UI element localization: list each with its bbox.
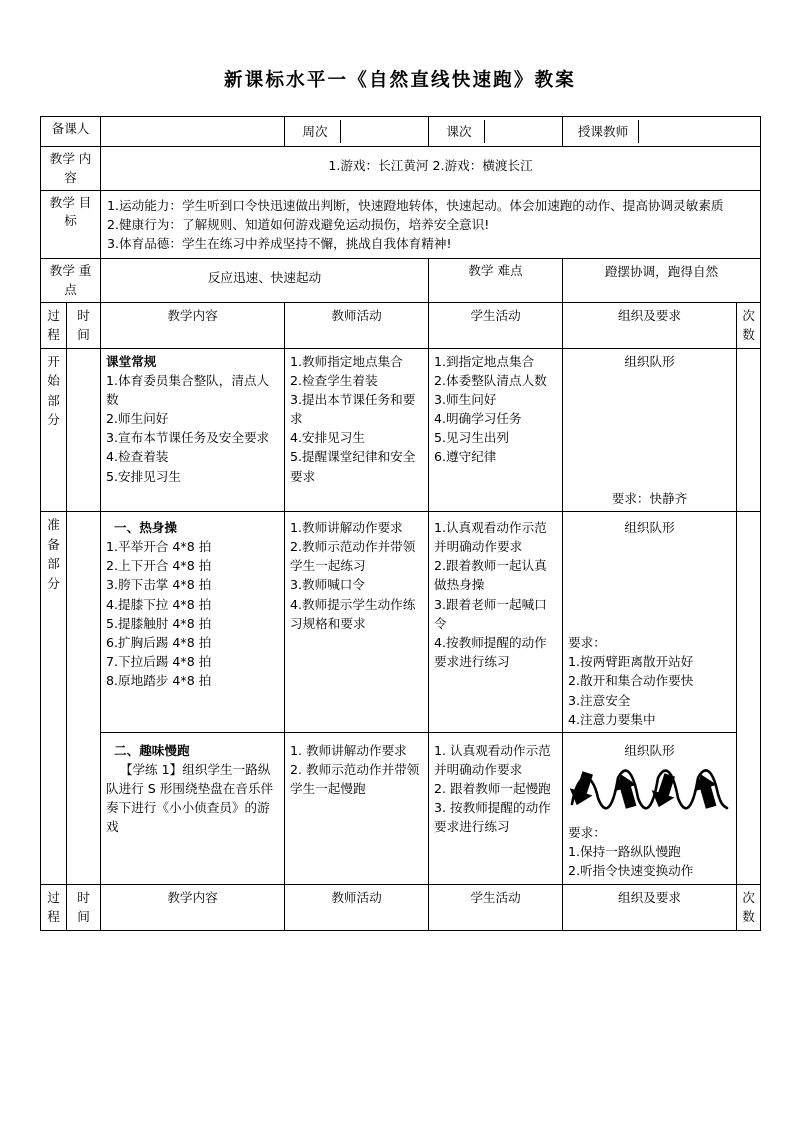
column-header-student-activity: 学生活动 [429,302,563,348]
requirement-label: 要求： [568,825,606,841]
section-student-activity-beginning [429,348,563,511]
requirement-item: 1.按两臂距离散开站好 [568,654,694,670]
column-header-time-line2: 间 [77,327,90,343]
organization-title: 组织队形 [624,742,675,758]
section-label-preparation [41,512,67,885]
label-key-point-line1: 教学 [49,263,75,279]
footer-column-header-process [41,884,67,930]
label-teaching-content-line2: 内容 [64,151,92,185]
content-item: 1.平举开合 4*8 拍 [106,539,212,555]
content-item: 5.提膝触肘 4*8 拍 [106,615,212,631]
section-label-char: 部 [47,556,60,572]
activity-item: 5.见习生出列 [434,430,509,446]
warmup-organization [563,512,737,733]
lesson-plan-table [40,116,761,930]
label-teacher-and-value [563,117,761,147]
content-item: 2.师生问好 [106,411,169,427]
label-objectives [41,190,101,258]
requirement-item: 4.注意力要集中 [568,711,656,727]
content-item: 1.体育委员集合整队，清点人数 [106,372,270,408]
activity-item: 2.体委整队清点人数 [434,372,547,388]
section-label-char: 开 [47,353,60,369]
footer-column-header-time [67,884,101,930]
label-difficulty [429,259,563,303]
footer-column-header-count [737,884,761,930]
content-item: 4.提膝下拉 4*8 拍 [106,596,212,612]
footer-column-header-count-line2: 数 [742,909,755,925]
organization-requirement: 要求：快静齐 [611,490,688,506]
content-item: 4.检查着装 [106,449,169,465]
jogging-organization [563,732,737,884]
footer-column-header-count-line1: 次 [742,889,755,905]
content-heading: 二、趣味慢跑 [114,742,190,758]
warmup-teacher-activity [285,512,429,733]
field-lesson-no[interactable] [485,120,558,143]
activity-item: 1.教师讲解动作要求 [290,520,403,536]
objective-item: 1.运动能力：学生听到口令快迅速做出判断，快速蹬地转体，快速起动。体会加速跑的动作、提高协调灵敏素质 [107,197,724,213]
column-header-count-line1: 次 [742,307,755,323]
organization-requirements [568,823,731,880]
column-header-process-line2: 程 [47,327,60,343]
table-footer-header-row [41,884,761,930]
section-row-beginning [41,348,761,511]
focus-difficulty-row [41,259,761,303]
section-time-beginning [67,348,101,511]
footer-column-header-organization: 组织及要求 [563,884,737,930]
content-item: 3.宣布本节课任务及安全要求 [106,430,270,446]
activity-item: 4.按教师提醒的动作要求进行练习 [434,634,547,670]
requirement-item: 3.注意安全 [568,692,631,708]
jogging-student-activity [429,732,563,884]
activity-item: 3.提出本节课任务和要求 [290,392,416,427]
section-teaching-content-beginning [101,348,285,511]
column-header-count [737,302,761,348]
section-teacher-activity-beginning [285,348,429,511]
footer-column-header-time-line2: 间 [77,909,90,925]
section-count-beginning [737,348,761,511]
content-item: 6.扩胸后踢 4*8 拍 [106,634,212,650]
warmup-teaching-content [101,512,285,733]
field-preparer[interactable] [101,117,285,147]
jogging-teacher-activity [285,732,429,884]
activity-item: 3.教师喊口令 [290,577,365,593]
column-header-process [41,302,67,348]
content-item: 5.安排见习生 [106,468,181,484]
section-row-preparation-jogging [41,732,761,884]
section-label-char: 分 [47,575,60,591]
label-difficulty-line2: 难点 [497,263,523,279]
objectives-row [41,190,761,258]
section-label-char: 准 [47,517,60,533]
activity-item: 1.到指定地点集合 [434,353,535,369]
info-row [41,117,761,147]
teaching-content-row [41,147,761,191]
table-header-row [41,302,761,348]
page-title: 新课标水平一《自然直线快速跑》教案 [224,70,576,91]
label-week-and-value [285,117,429,147]
column-header-teaching-content: 教学内容 [101,302,285,348]
activity-item: 6.遵守纪律 [434,449,497,465]
content-item: 8.原地踏步 4*8 拍 [106,673,212,689]
activity-item: 2.教师示范动作并带领学生一起练习 [290,539,416,574]
field-week[interactable] [341,120,424,143]
label-difficulty-line1: 教学 [468,263,494,279]
activity-item: 1.认真观看动作示范并明确动作要求 [434,520,547,555]
activity-item: 1. 认真观看动作示范并明确动作要求 [434,742,551,778]
footer-column-header-process-line2: 程 [47,909,60,925]
column-header-time-line1: 时 [77,307,90,323]
organization-title: 组织队形 [624,353,675,369]
value-teaching-content: 1.游戏：长江黄河 2.游戏：横渡长江 [101,147,761,191]
activity-item: 3.师生问好 [434,392,497,408]
label-teaching-content [41,147,101,191]
activity-item: 2. 教师示范动作并带领学生一起慢跑 [290,762,420,797]
activity-item: 1.教师指定地点集合 [290,353,403,369]
organization-title: 组织队形 [624,520,675,536]
activity-item: 2. 跟着教师一起慢跑 [434,781,551,797]
warmup-student-activity [429,512,563,733]
footer-column-header-process-line1: 过 [47,889,60,905]
content-item: 3.胯下击掌 4*8 拍 [106,577,212,593]
field-teacher[interactable] [639,120,756,143]
section-count-preparation [737,512,761,885]
section-label-beginning [41,348,67,511]
requirement-item: 2.散开和集合动作要快 [568,673,694,689]
objective-item: 3.体育品德：学生在练习中养成坚持不懈，挑战自我体育精神! [107,236,452,252]
footer-column-header-teaching-content: 教学内容 [101,884,285,930]
label-teacher: 授课教师 [568,120,639,143]
label-objectives-line2: 目标 [64,194,92,229]
label-teaching-content-line1: 教学 [49,151,75,167]
activity-item: 5.提醒课堂纪律和安全要求 [290,449,416,484]
column-header-teacher-activity: 教师活动 [285,302,429,348]
jogging-teaching-content [101,732,285,884]
label-preparer: 备课人 [41,117,101,147]
label-week: 周次 [290,120,341,143]
footer-column-header-teacher-activity: 教师活动 [285,884,429,930]
section-label-char: 始 [47,373,60,389]
objective-item: 2.健康行为：了解规则、知道如何游戏避免运动损伤，培养安全意识! [107,216,490,232]
value-objectives [101,190,761,258]
label-key-point [41,259,101,303]
activity-item: 3. 按教师提醒的动作要求进行练习 [434,800,551,835]
activity-item: 4.安排见习生 [290,430,365,446]
requirement-item: 1.保持一路纵队慢跑 [568,844,681,860]
label-key-point-line2: 重点 [64,263,92,297]
activity-item: 4.明确学习任务 [434,411,522,427]
column-header-count-line2: 数 [742,327,755,343]
section-time-preparation [67,512,101,885]
activity-item: 1. 教师讲解动作要求 [290,742,407,758]
content-item: 【学练 1】组织学生一路纵队进行 S 形围绕垫盘在音乐伴奏下进行《小小侦查员》的游戏 [106,762,274,835]
section-label-char: 分 [47,412,60,428]
requirement-item: 2.听指令快速变换动作 [568,863,694,879]
content-heading: 一、热身操 [114,520,177,536]
requirement-label: 要求： [568,635,606,651]
section-row-preparation-warmup [41,512,761,733]
value-key-point: 反应迅速、快速起动 [101,259,429,303]
activity-item: 2.检查学生着装 [290,372,378,388]
column-header-time [67,302,101,348]
content-item: 2.上下开合 4*8 拍 [106,558,212,574]
value-difficulty: 蹬摆协调，跑得自然 [563,259,761,303]
footer-column-header-time-line1: 时 [77,889,90,905]
content-heading: 课堂常规 [106,353,157,369]
section-label-char: 备 [47,536,60,552]
content-item: 7.下拉后踢 4*8 拍 [106,654,212,670]
s-wave-arrows-icon [568,764,731,821]
label-objectives-line1: 教学 [49,194,75,210]
organization-requirements [568,537,731,729]
section-organization-beginning [563,348,737,511]
label-lesson-no: 课次 [434,120,485,143]
footer-column-header-student-activity: 学生活动 [429,884,563,930]
activity-item: 3.跟着老师一起喊口令 [434,596,547,631]
activity-item: 4.教师提示学生动作练习规格和要求 [290,596,416,631]
label-lesson-no-and-value [429,117,563,147]
activity-item: 2.跟着教师一起认真做热身操 [434,558,547,593]
column-header-organization: 组织及要求 [563,302,737,348]
column-header-process-line1: 过 [47,307,60,323]
section-label-char: 部 [47,392,60,408]
